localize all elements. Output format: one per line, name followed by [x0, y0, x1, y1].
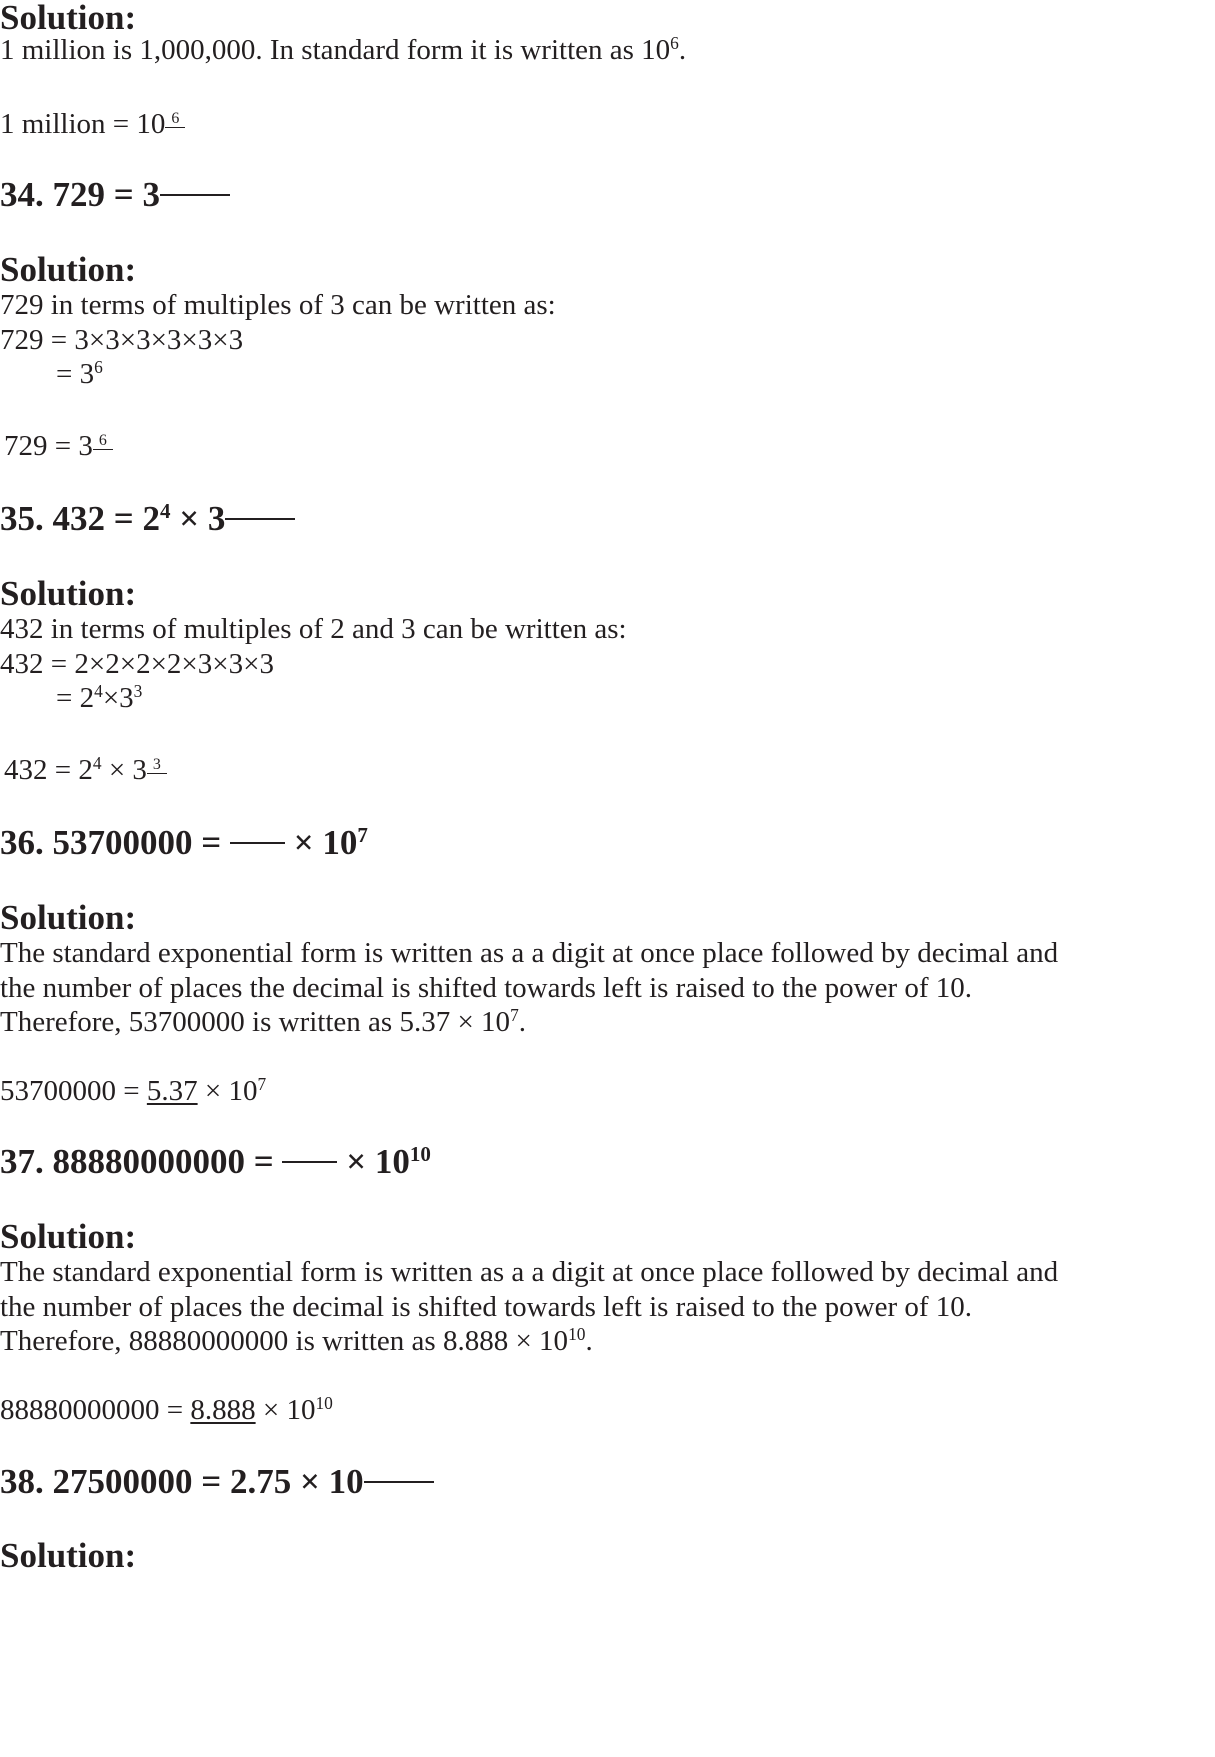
question-35: 35. $432 = 2^4 \times 3$ [0, 501, 295, 536]
solution-text: Therefore, 53700000 is written as $5.37 \times 10^7$. [0, 1005, 527, 1038]
solution-text: 432 in terms of multiples of 2 and 3 can be written as: [0, 613, 627, 645]
solution-heading: Solution: [0, 574, 137, 613]
question-36: 36. 53700000 = × $10^7$ [0, 823, 368, 862]
solution-heading: Solution: [0, 1536, 137, 1575]
question-34: 34. 729 = 3 [0, 177, 230, 212]
answer-line: 1 million = 10 6 [0, 110, 185, 139]
answer-line: $88880000000 = 8.888 \times 10^{10}$ [0, 1393, 333, 1426]
solution-text: the number of places the decimal is shifted towards left is raised to the power of 10. [0, 1291, 973, 1323]
solution-text: = $3^6$ [56, 357, 103, 390]
solution-heading: Solution: [0, 0, 137, 37]
solution-text: 1 million is 1,000,000. In standard form it is written as $10^6$. [0, 33, 687, 66]
solution-heading: Solution: [0, 250, 137, 289]
solution-text: 432 = 2×2×2×2×3×3×3 [0, 648, 274, 680]
question-38: 38. 27500000 = 2.75 × 10 [0, 1464, 434, 1499]
answer-line: $432 = 2^4 \times 3$ 3 [4, 756, 167, 785]
solution-text: The standard exponential form is written as a a digit at once place followed by decimal and [0, 1256, 1059, 1288]
answer-line: 729 = 3 6 [4, 432, 113, 461]
solution-text: = $2^4\times 3^3$ [56, 681, 143, 714]
answer-line: $53700000 = 5.37 \times 10^7$ [0, 1074, 267, 1107]
solution-text: the number of places the decimal is shifted towards left is raised to the power of 10. [0, 972, 973, 1004]
solution-heading: Solution: [0, 1217, 137, 1256]
solution-text: The standard exponential form is written as a a digit at once place followed by decimal and [0, 937, 1059, 969]
solution-text: 729 = 3×3×3×3×3×3 [0, 324, 244, 356]
question-37: 37. 88880000000 = × $10^{10}$ [0, 1142, 431, 1181]
solution-heading: Solution: [0, 898, 137, 937]
solution-text: Therefore, 88880000000 is written as $8.888 \times 10^{10}$. [0, 1324, 593, 1357]
solution-text: 729 in terms of multiples of 3 can be written as: [0, 289, 556, 321]
